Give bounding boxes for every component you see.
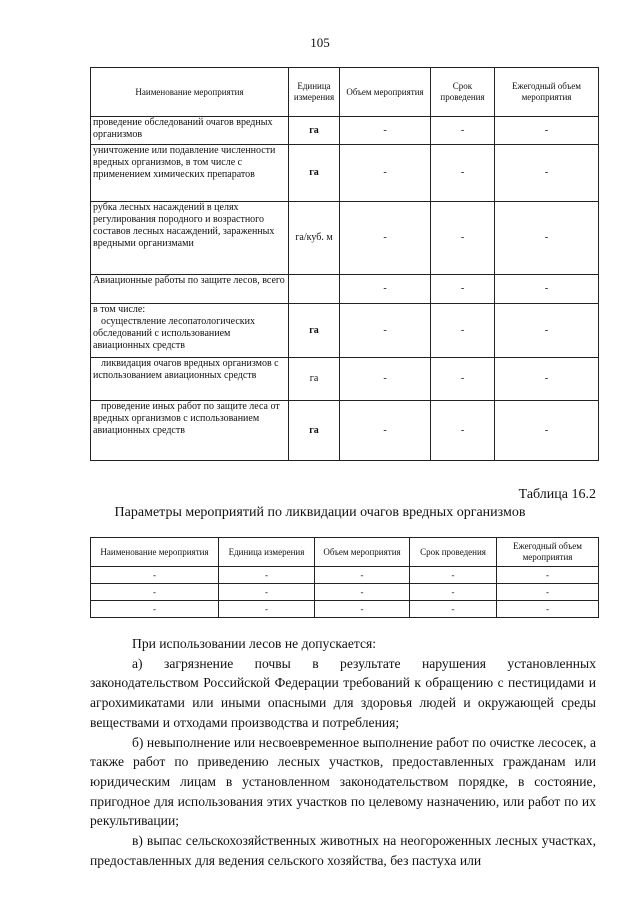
row-volume: - <box>340 401 431 461</box>
row-volume: - <box>340 117 431 145</box>
row-name: осуществление лесопатологических обследований с использованием авиационных средств <box>93 316 255 351</box>
table-row <box>91 202 599 275</box>
table-cell: - <box>219 567 315 584</box>
table-cell: - <box>410 601 497 618</box>
row-name-cell <box>91 401 289 461</box>
row-name: рубка лесных насаждений в целях регулирования породного и возрастного составов лесных насаждений, зараженных вредными организмами <box>91 202 289 275</box>
paragraph-b: б) невыполнение или несвоевременное выполнение работ по очистке лесосек, а также работ по приведению лесных участков, предоставленных гражданам или юридическим лицам в установленном законодательством порядке, в состояние, пригодное для использования этих участков по целевому назначению, или работ по их рекультивации; <box>90 734 596 829</box>
page-number: 105 <box>310 35 330 50</box>
header-cell: Срок проведения <box>410 538 497 567</box>
row-term: - <box>431 145 495 202</box>
row-name: уничтожение или подавление численности вредных организмов, в том числе с применением химических препаратов <box>91 145 289 202</box>
table-cell: - <box>91 601 219 618</box>
row-name-cell <box>91 358 289 401</box>
table-caption: Таблица 16.2 <box>518 487 596 502</box>
row-unit: га/куб. м <box>289 202 340 275</box>
row-name-prefix: в том числе: <box>93 304 146 315</box>
row-unit: га <box>289 117 340 145</box>
table-cell: - <box>219 601 315 618</box>
row-volume: - <box>340 145 431 202</box>
row-unit <box>289 275 340 304</box>
row-volume: - <box>340 202 431 275</box>
table-header-row <box>91 68 599 117</box>
table-row <box>91 117 599 145</box>
header-cell: Наименование мероприятия <box>91 538 219 567</box>
table-row <box>91 401 599 461</box>
table-row <box>91 567 599 584</box>
row-unit: га <box>289 304 340 358</box>
table-cell: - <box>497 584 599 601</box>
paragraph-a: а) загрязнение почвы в результате нарушения установленных законодательством Российской Федерации требований к обращению с пестицидами и агрохимикатами или иными опасными для здоровья людей и окружающей среды веществами и отходами производства и потребления; <box>90 655 596 730</box>
row-term: - <box>431 202 495 275</box>
row-term: - <box>431 358 495 401</box>
table-row <box>91 275 599 304</box>
row-unit: га <box>289 145 340 202</box>
row-volume: - <box>340 304 431 358</box>
forest-protection-table <box>90 67 599 461</box>
row-annual: - <box>495 304 599 358</box>
row-name: ликвидация очагов вредных организмов с использованием авиационных средств <box>93 358 279 381</box>
row-term: - <box>431 401 495 461</box>
header-cell: Ежегодный объем мероприятия <box>497 538 599 567</box>
row-volume: - <box>340 275 431 304</box>
table-cell: - <box>91 584 219 601</box>
row-annual: - <box>495 275 599 304</box>
row-term: - <box>431 304 495 358</box>
row-name-cell <box>91 304 289 358</box>
table-cell: - <box>410 584 497 601</box>
row-volume: - <box>340 358 431 401</box>
row-annual: - <box>495 145 599 202</box>
header-cell: Срок проведения <box>431 68 495 117</box>
table-row <box>91 584 599 601</box>
pest-foci-table <box>90 537 599 618</box>
row-term: - <box>431 117 495 145</box>
row-name: проведение обследований очагов вредных организмов <box>91 117 289 145</box>
row-name: проведение иных работ по защите леса от вредных организмов с использованием авиационных средств <box>93 401 280 436</box>
table-row <box>91 601 599 618</box>
paragraph-intro: При использовании лесов не допускается: <box>132 636 377 651</box>
table-row <box>91 358 599 401</box>
row-annual: - <box>495 117 599 145</box>
table-row <box>91 304 599 358</box>
table-cell: - <box>315 584 410 601</box>
table-cell: - <box>497 601 599 618</box>
body-text <box>90 634 596 870</box>
row-annual: - <box>495 202 599 275</box>
table-row <box>91 145 599 202</box>
row-annual: - <box>495 358 599 401</box>
header-cell: Единица измерения <box>289 68 340 117</box>
row-unit: га <box>289 401 340 461</box>
header-cell: Объем мероприятия <box>315 538 410 567</box>
header-cell: Ежегодный объем мероприятия <box>495 68 599 117</box>
table-cell: - <box>315 601 410 618</box>
row-term: - <box>431 275 495 304</box>
row-unit: га <box>289 358 340 401</box>
paragraph-c: в) выпас сельскохозяйственных животных на неогороженных лесных участках, предоставленных для ведения сельского хозяйства, без пастуха или <box>90 833 596 868</box>
header-cell: Наименование мероприятия <box>91 68 289 117</box>
table-cell: - <box>497 567 599 584</box>
table-cell: - <box>315 567 410 584</box>
table-header-row <box>91 538 599 567</box>
row-annual: - <box>495 401 599 461</box>
header-cell: Единица измерения <box>219 538 315 567</box>
row-name: Авиационные работы по защите лесов, всего <box>91 275 289 304</box>
table-cell: - <box>219 584 315 601</box>
header-cell: Объем мероприятия <box>340 68 431 117</box>
table-cell: - <box>91 567 219 584</box>
table-title: Параметры мероприятий по ликвидации очагов вредных организмов <box>114 505 526 520</box>
table-cell: - <box>410 567 497 584</box>
